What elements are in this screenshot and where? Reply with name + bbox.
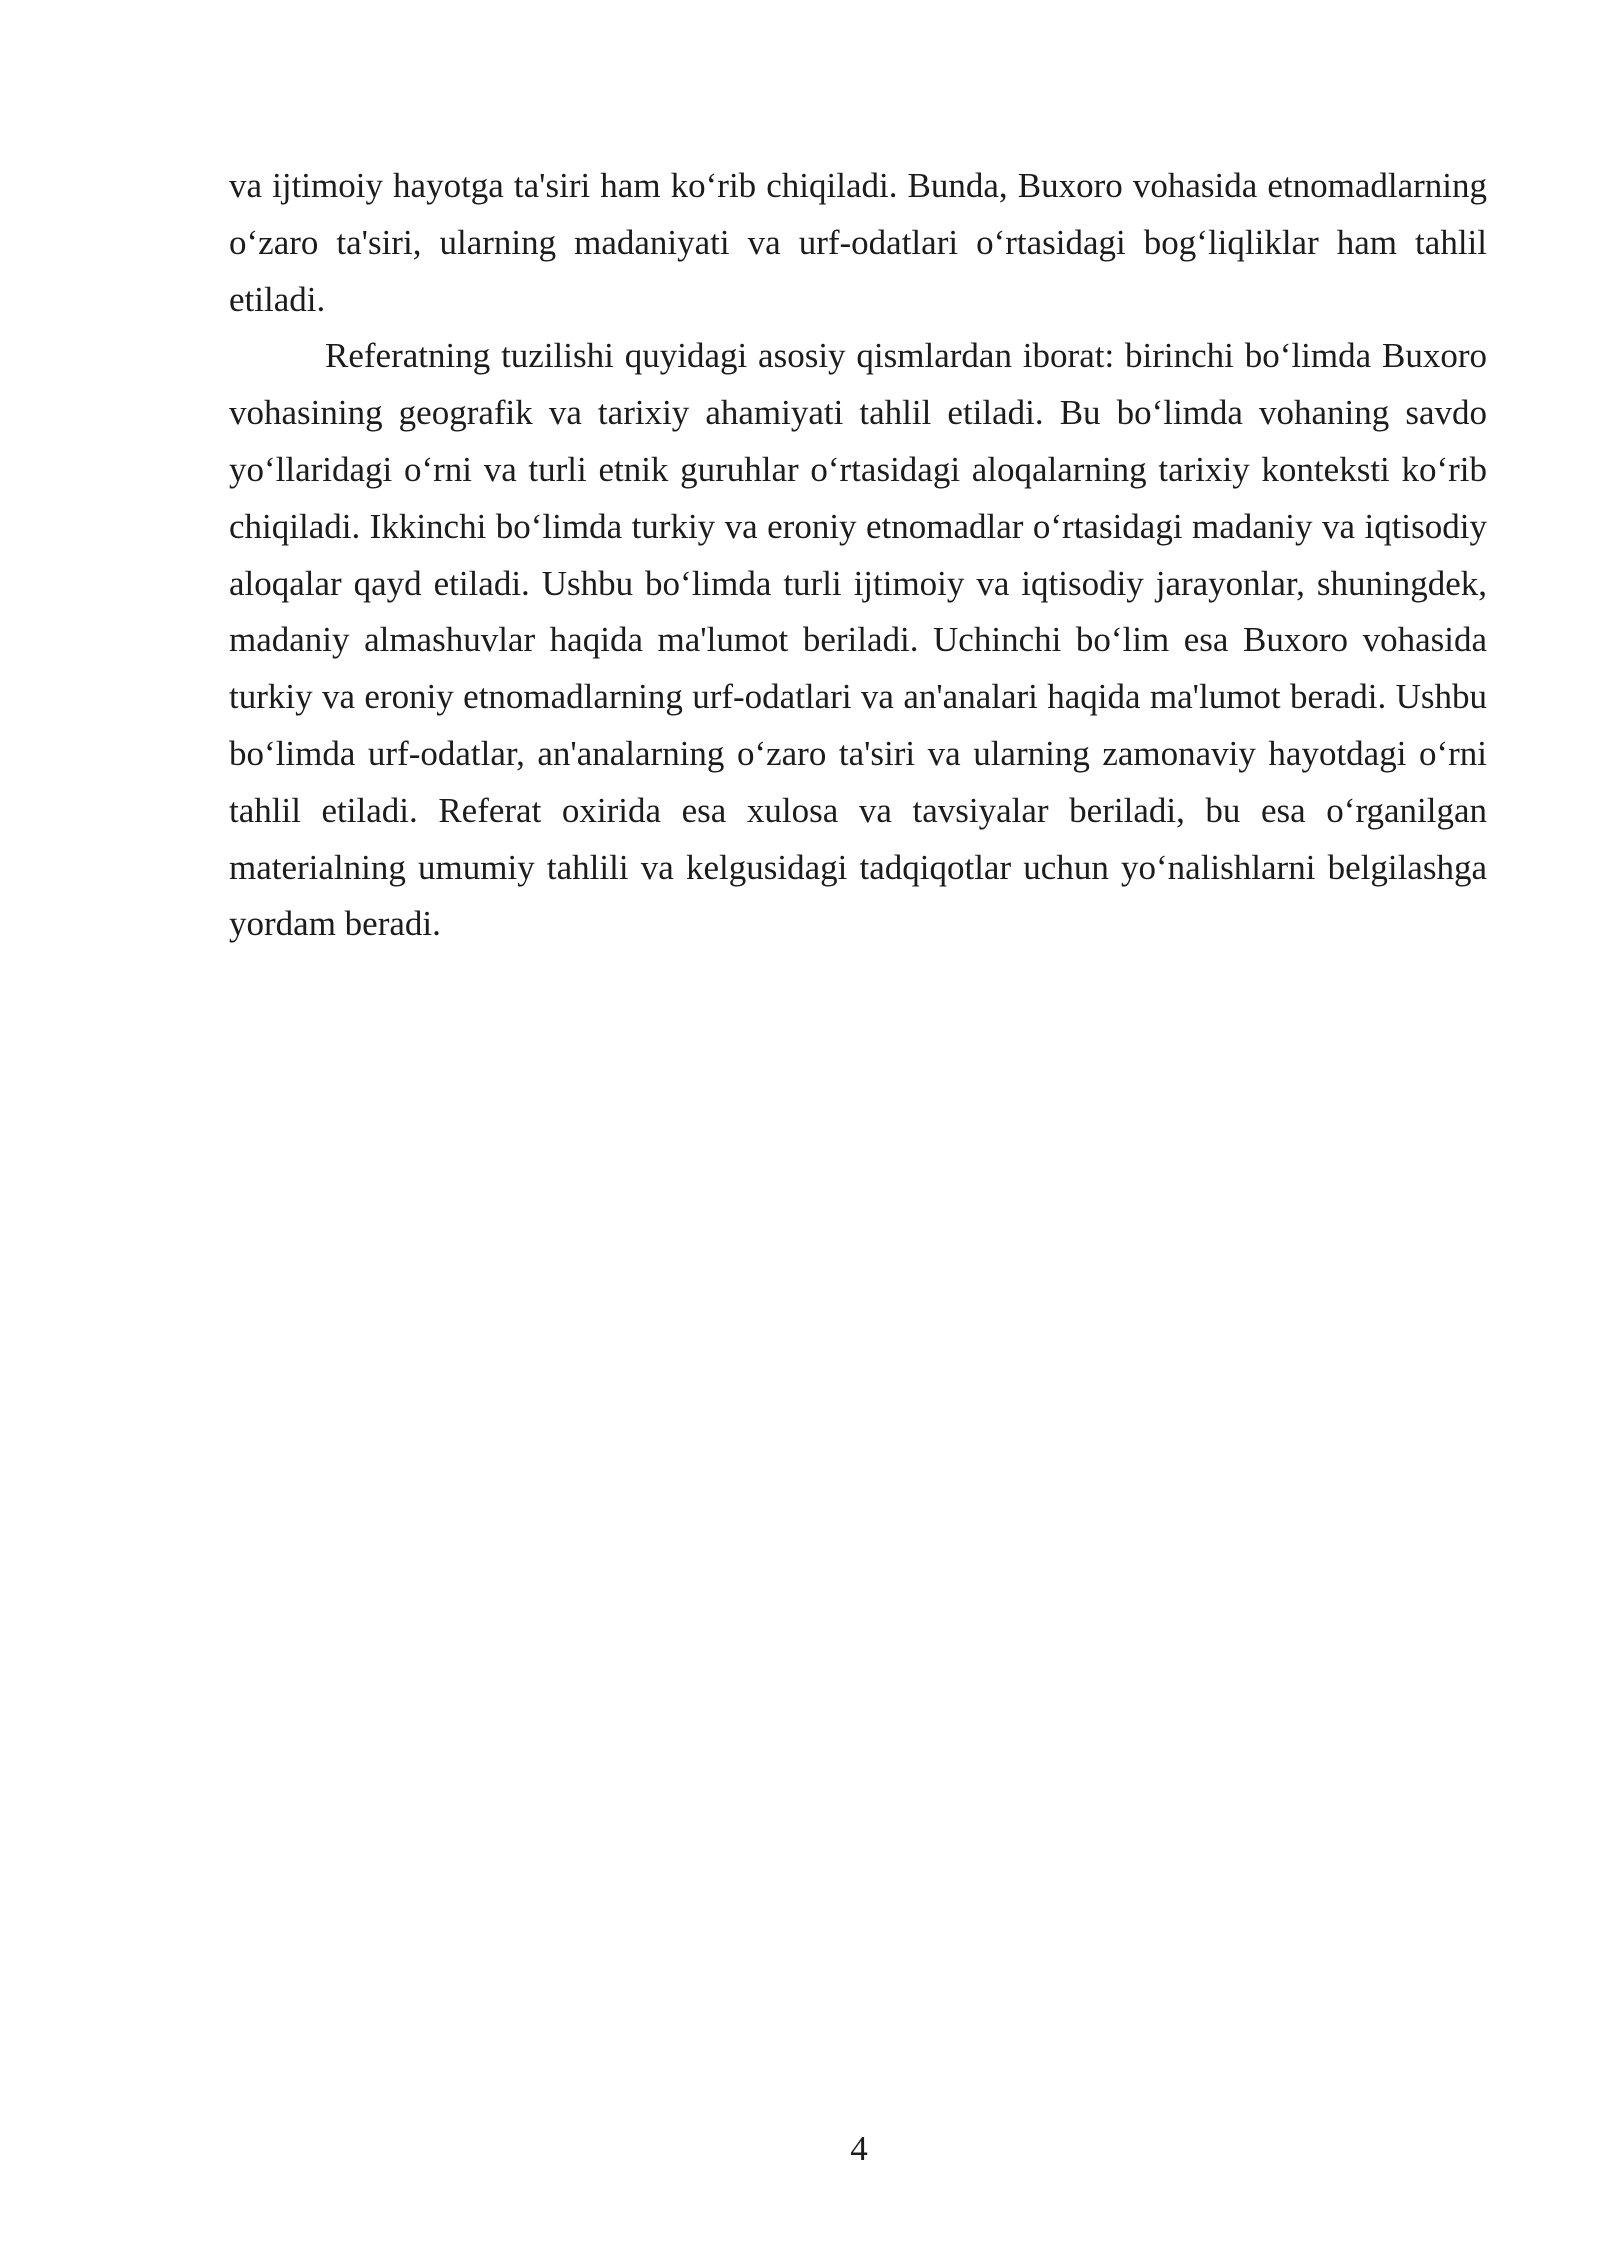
page-number: 4 [850, 2129, 868, 2168]
paragraph-structure: Referatning tuzilishi quyidagi asosiy qismlardan iborat: birinchi bo‘limda Buxoro vohasining geografik va tarixiy ahamiyati tahlil etiladi. Bu bo‘limda vohaning savdo yo‘llaridagi o‘rni va turli etnik guruhlar o‘rtasidagi aloqalarning tarixiy konteksti ko‘rib chiqiladi. Ikkinchi bo‘limda turkiy va eroniy etnomadlar o‘rtasidagi madaniy va iqtisodiy aloqalar qayd etiladi. Ushbu bo‘limda turli ijtimoiy va iqtisodiy jarayonlar, shuningdek, madaniy almashuvlar haqida ma'lumot beriladi. Uchinchi bo‘lim esa Buxoro vohasida turkiy va eroniy etnomadlarning urf-odatlari va an'analari haqida ma'lumot beradi. Ushbu bo‘limda urf-odatlar, an'analarning o‘zaro ta'siri va ularning zamonaviy hayotdagi o‘rni tahlil etiladi. Referat oxirida esa xulosa va tavsiyalar beriladi, bu esa o‘rganilgan materialning umumiy tahlili va kelgusidagi tadqiqotlar uchun yo‘nalishlarni belgilashga yordam beradi. [229, 336, 1487, 944]
paragraph-continuation: va ijtimoiy hayotga ta'siri ham ko‘rib chiqiladi. Bunda, Buxoro vohasida etnomadlarning o‘zaro ta'siri, ularning madaniyati va urf-odatlari o‘rtasidagi bog‘liqliklar ham tahlil etiladi. [229, 166, 1487, 319]
body-text [229, 158, 1487, 953]
